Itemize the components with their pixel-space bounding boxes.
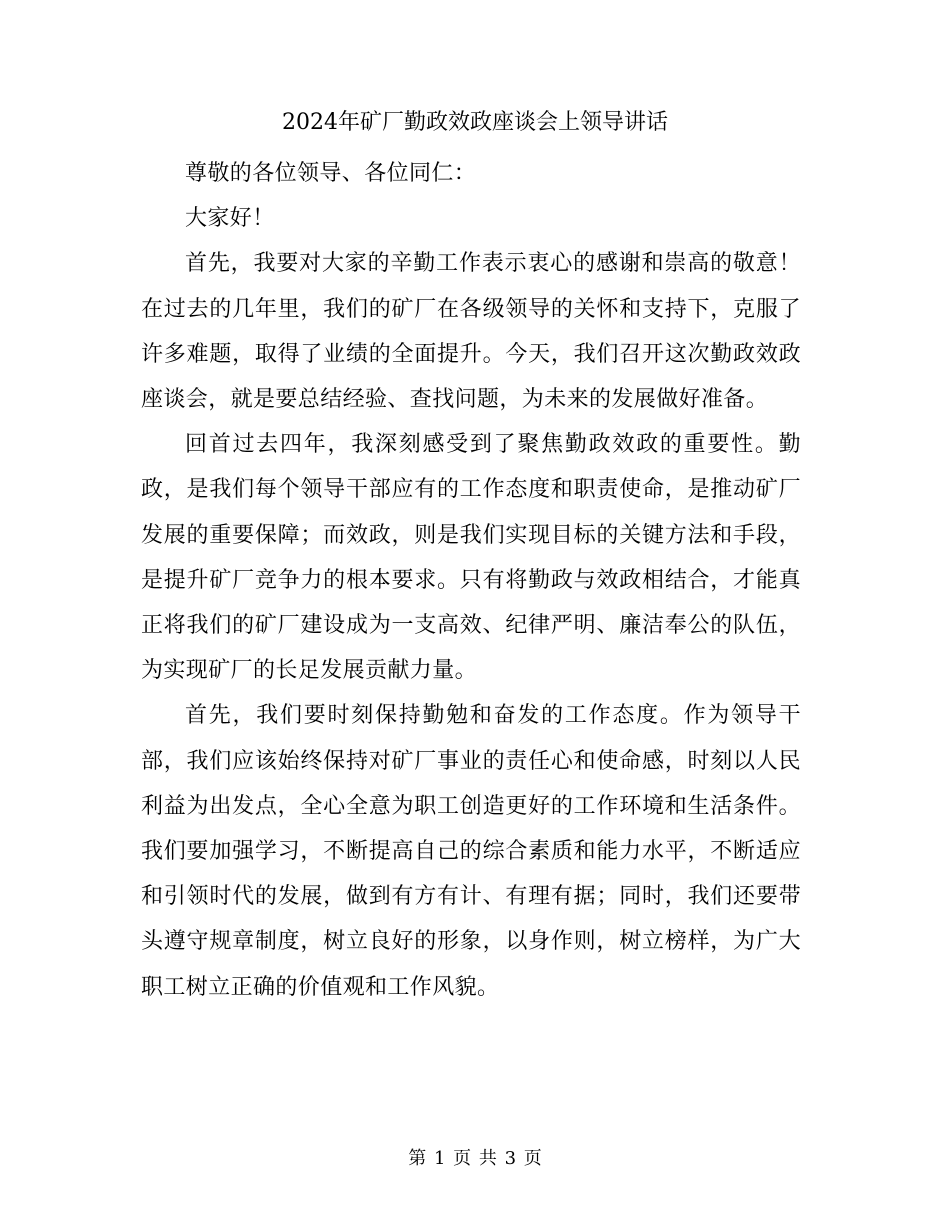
page-number-footer: 第 1 页 共 3 页 xyxy=(408,1148,542,1169)
body-paragraph: 首先，我们要时刻保持勤勉和奋发的工作态度。作为领导干部，我们应该始终保持对矿厂事业的责任心和使命感，时刻以人民利益为出发点，全心全意为职工创造更好的工作环境和生活条件。我们要加强学习，不断提高自己的综合素质和能力水平，不断适应和引领时代的发展，做到有方有计、有理有据；同时，我们还要带头遵守规章制度，树立良好的形象，以身作则，树立榜样，为广大职工树立正确的价值观和工作风貌。 xyxy=(141,703,801,1000)
body-paragraph: 首先，我要对大家的辛勤工作表示衷心的感谢和崇高的敬意！在过去的几年里，我们的矿厂在各级领导的关怀和支持下，克服了许多难题，取得了业绩的全面提升。今天，我们召开这次勤政效政座谈会，就是要总结经验、查找问题，为未来的发展做好准备。 xyxy=(141,251,801,413)
body-paragraph: 回首过去四年，我深刻感受到了聚焦勤政效政的重要性。勤政，是我们每个领导干部应有的工作态度和职责使命，是推动矿厂发展的重要保障；而效政，则是我们实现目标的关键方法和手段，是提升矿厂竞争力的根本要求。只有将勤政与效政相结合，才能真正将我们的矿厂建设成为一支高效、纪律严明、廉洁奉公的队伍，为实现矿厂的长足发展贡献力量。 xyxy=(141,432,801,684)
greeting-paragraph: 大家好！ xyxy=(185,206,275,232)
salutation-paragraph: 尊敬的各位领导、各位同仁： xyxy=(185,161,477,186)
document-body xyxy=(141,151,801,1010)
document-title: 2024年矿厂勤政效政座谈会上领导讲话 xyxy=(282,110,668,135)
